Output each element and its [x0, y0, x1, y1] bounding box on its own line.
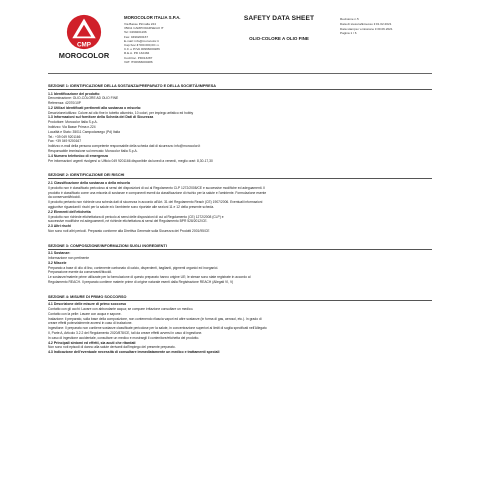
section-text: Non sono noti episodi di danno alla salute derivanti dall'impiego del presente preparato.	[48, 345, 176, 350]
section-text: Preparazione esente da conservanti/biocidi.	[48, 270, 112, 275]
revision-line: Data stampa / emissione il:30.06.2021	[340, 26, 393, 31]
revision-info	[330, 12, 432, 36]
section-text: Contatto con gli occhi: Lavare con abbondante acqua; se compare irritazione consultare un medico.	[48, 307, 194, 312]
section-text: II, Parte A, Articolo 3.2.2 del Regolamento 2020/878/CE, tali da creare effetti avversi in caso di ingestione.	[48, 331, 203, 336]
section-text: Fax: +39 049 9200167	[48, 139, 82, 144]
subsection-heading: 2.3 Altri rischi	[48, 224, 72, 229]
section-text: Per informazioni urgenti rivolgersi a: Ufficio 049 9201166 disponibile da lunedì a venerdì, meglio orari: 8,30-17,30	[48, 158, 213, 163]
section-text: Contatto con la pelle: Lavare con acqua e sapone.	[48, 311, 122, 316]
section-text: Descrizione/utilizzo: Colore ad olio fine in tubetto alluminio, 10 colori, per impiego artistico ed hobby	[48, 110, 194, 115]
sds-section	[48, 244, 432, 285]
section-text: prodotto è classificato come una miscela di sostanze e componenti esenti da classificazione di rischio per la salute e l'ambiente. Formulazione esente	[48, 190, 267, 195]
section-text: Indirizzo: Via Basse Prima n.224	[48, 125, 96, 130]
section-text: Tel.: +39 049 9201166	[48, 134, 81, 139]
section-text: Ingestione: Il preparato non contiene sostanze classificate pericolose per la salute, in concentrazione superiori ai limiti di soglia specificati nell'Allegato	[48, 326, 267, 331]
company-name: MOROCOLOR ITALIA S.P.A.	[124, 15, 181, 20]
subsection-heading: 2.1 Classificazione della sostanza o della miscela	[48, 180, 130, 185]
subsection-heading: 3.2 Miscele	[48, 260, 67, 265]
logo-wordmark: MOROCOLOR	[58, 51, 110, 60]
company-address-line: Tel: 0499201166	[124, 30, 147, 35]
subsection-heading: 1.1 Identificazione del prodotto	[48, 91, 100, 96]
revision-line: Revisione n.5	[340, 17, 359, 21]
subsection-heading: 2.2 Elementi dell'etichetta	[48, 209, 91, 214]
section-title: SEZIONE 2: IDENTIFICAZIONE DEI RISCHI	[48, 173, 432, 179]
subsection-heading: 4.2 Principali sintomi ed effetti, sia acuti che ritardati	[48, 340, 136, 345]
section-text: Le sostanze/materie prime utilizzate per la formulazione di questo preparato hanno origine UE; le stesse sono state registrate in accordo al	[48, 275, 251, 280]
product-name: OLIO-COLORE A OLIO FINE	[249, 36, 309, 41]
section-text: Il prodotto non richiede etichettatura di pericolo ai sensi delle disposizioni di cui al Regolamento (CE) 1272/2008 (CLP) e	[48, 214, 224, 219]
company-logo	[48, 12, 120, 60]
sds-section	[48, 84, 432, 163]
company-address-line: R.E.A. PD 132484	[124, 51, 150, 56]
company-address-line: 35011 CAMPODARSEGO IT	[124, 26, 164, 31]
section-text: Regolamento REACH. Il preparato contiene materie prime di origine naturale esenti dalla Registrazione REACH (Allegati VI, V)	[48, 280, 234, 284]
section-text: Località e Stato: 35011 Campodarsego (Pd) Italia	[48, 129, 120, 134]
company-address-line: Cap.Soc.€ 500.000,00 i.v.	[124, 43, 160, 48]
section-title: SEZIONE 4: MISURE DI PRIMO SOCCORSO	[48, 295, 432, 301]
company-address-line: VAT: IT00966000286	[124, 59, 153, 64]
section-text: Indirizzo e-mail della persona competente responsabile della scheda dati di sicurezza: info@morocolor.it	[48, 144, 201, 149]
svg-text:CMP: CMP	[77, 41, 91, 49]
company-address-line: C.F. e P.IVA 00966000286	[124, 47, 160, 52]
section-text: da conservanti/biocidi.	[48, 195, 81, 200]
revision-line: Data di stesura/Emesso il:01.02.2021	[340, 21, 392, 26]
company-info	[120, 12, 228, 64]
revision-line: Pagina 1 / 6	[340, 31, 357, 36]
company-address-lines	[124, 22, 228, 64]
title-block	[228, 12, 330, 41]
section-text: Il prodotto pertanto non richiede una scheda dati di sicurezza in accordo all'Art. 31 del Regolamento Reach (CE) 1907/2006. Eventuali informazioni	[48, 200, 263, 205]
section-text: Il prodotto non è classificato pericoloso ai sensi dei disposizioni di cui al Regolamento CLP 1272/2008/CE e successive modifiche ed adeguamenti. Il	[48, 185, 265, 190]
company-address-line: Fax: 0499200167	[124, 34, 149, 39]
section-title: SEZIONE 1: IDENTIFICAZIONE DELLA SOSTANZA/PREPARATO E DELLA SOCIETÀ/IMPRESA	[48, 84, 432, 90]
document-body	[48, 74, 432, 355]
company-address-line: Via Basse Pirmalla 224	[124, 22, 156, 26]
company-address-line: Cod.Doc. PD013287	[124, 55, 153, 60]
subsection-heading: 1.3 Informazioni sul fornitore della Scheda dei Dati di Sicurezza	[48, 115, 154, 120]
company-address-line: E-mail: info@morocolor.it	[124, 38, 159, 43]
cmp-logo-icon	[66, 14, 102, 50]
section-text: Referenza: 42070/10P	[48, 101, 81, 106]
section-text: Informazione non pertinente	[48, 256, 90, 261]
section-text: aggiuntive riguardanti i rischi per la salute e/o l'ambiente sono riportate alle sezioni 11 e 12 della presente scheda.	[48, 204, 215, 209]
sds-section	[48, 295, 432, 355]
document-title: SAFETY DATA SHEET	[243, 15, 315, 22]
section-text: Non sono noti altri pericoli. Preparato conforme alla Direttiva Generale sulla Sicurezza dei Prodotti 2001/95/CE	[48, 228, 210, 233]
section-text: Denominazione: OLIO-COLORE AD OLIO FINE	[48, 96, 119, 101]
subsection-heading: 1.2 Utilizzi identificati pertinenti alla sostanza o miscela:	[48, 105, 142, 110]
subsection-heading: 4.3 Indicazione dell'eventuale necessità di consultare immediatamente un medico e trattamenti speciali	[48, 350, 220, 355]
section-text: creare effetti potenzialmente avversi in caso di inalazione.	[48, 321, 133, 326]
document-header	[48, 12, 432, 74]
section-text: Responsabile immissione sul mercato: Morocolor Italia S.p.A.	[48, 149, 138, 154]
subsection-heading: 4.1 Descrizione delle misure di primo soccorso	[48, 302, 127, 307]
section-text: Preparato a base di olio di lino, contenente carbonato di calcio, disperdenti, baglianti, pigmenti organici ed inorganici.	[48, 265, 219, 270]
section-text: Inalazione: il preparato, sulla base della composizione, non contenendo rilascia vapori ed altre sostanze (in forma di gas, aerosol, etc.). In grado di	[48, 316, 262, 321]
subsection-heading: 1.4 Numero telefonico di emergenza	[48, 153, 108, 158]
section-text: In caso di ingestione accidentale, consultare un medico e mostrargli il contenitore/etichetta del prodotto.	[48, 335, 200, 340]
subsection-heading: 3.1 Sostanze:	[48, 251, 71, 256]
sds-section	[48, 173, 432, 233]
section-text: successive modifiche ed adeguamenti, né richiede etichettatura ai sensi del Regolamento BPR 528/2012/CE.	[48, 219, 208, 224]
section-title: SEZIONE 3: COMPOSIZIONE/INFORMAZIONI SUGLI INGREDIENTI	[48, 244, 432, 250]
section-text: Produttore: Morocolor Italia S.p.A.	[48, 120, 98, 125]
revision-lines	[340, 17, 432, 36]
